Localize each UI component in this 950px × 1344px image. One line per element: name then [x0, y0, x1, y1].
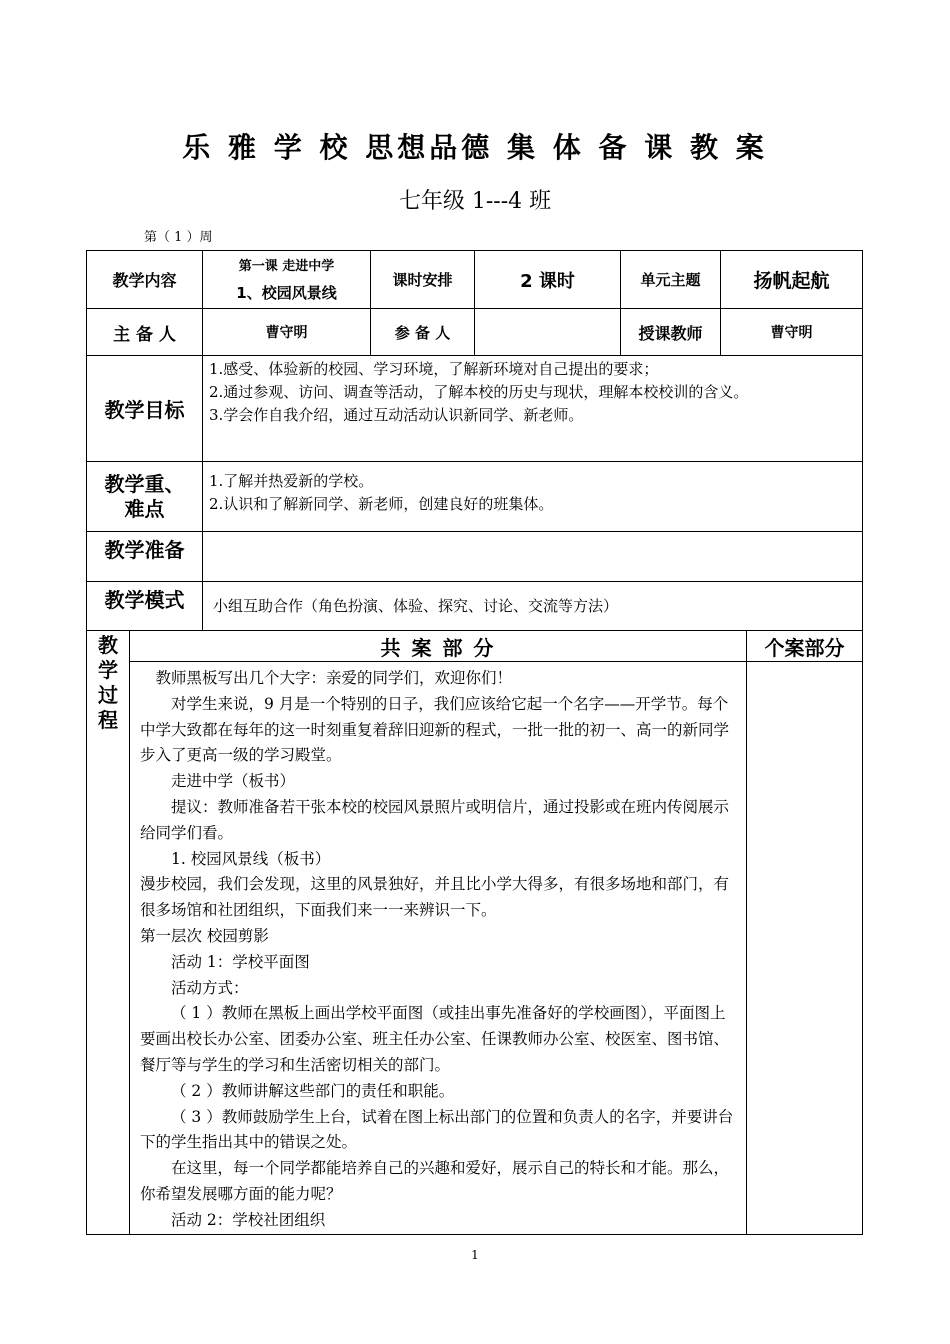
schedule-value: 2 课时: [475, 251, 621, 309]
process-paragraph: 走进中学（板书）: [171, 772, 296, 791]
process-paragraph: （ 1 ）教师在黑板上画出学校平面图（或挂出事先准备好的学校画图），平面图上要画出校长办公室、团委办公室、班主任办公室、任课教师办公室、校医室、图书馆、餐厅等与学生的学习和生活密切相关的部门。: [140, 1004, 730, 1074]
teaching-process-table: [86, 630, 863, 1235]
document-title: 乐 雅 学 校 思想品德 集 体 备 课 教 案: [182, 131, 768, 164]
process-label-char: 学: [98, 658, 118, 682]
individual-plan-header: 个案部分: [747, 631, 863, 662]
goals-content: [203, 356, 863, 462]
week-label: 第（ 1 ）周: [144, 230, 213, 245]
teaching-content-label: 教学内容: [87, 251, 203, 309]
mode-label: 教学模式: [87, 582, 203, 631]
goal-item: 2.通过参观、访问、调查等活动，了解本校的历史与现状，理解本校校训的含义。: [209, 383, 749, 401]
individual-plan-content: [747, 662, 863, 1235]
keypoints-content: [203, 462, 863, 532]
keypoints-label: [87, 462, 203, 532]
schedule-label: 课时安排: [371, 251, 475, 309]
goal-item: 1.感受、体验新的校园、学习环境，了解新环境对自己提出的要求；: [209, 360, 659, 378]
process-paragraph: （ 3 ）教师鼓励学生上台，试着在图上标出部门的位置和负责人的名字，并要讲台下的学生指出其中的错误之处。: [140, 1107, 734, 1152]
grade-subtitle: 七年级 1---4 班: [398, 189, 552, 214]
process-paragraph: 漫步校园，我们会发现，这里的风景独好，并且比小学大得多，有很多场地和部门，有很多场馆和社团组织，下面我们来一一来辨识一下。: [140, 875, 730, 920]
participant-label: 参 备 人: [371, 309, 475, 356]
goal-item: 3.学会作自我介绍，通过互动活动认识新同学、新老师。: [209, 406, 584, 424]
process-paragraph: 活动方式：: [171, 978, 249, 997]
preparer-label: 主 备 人: [87, 309, 203, 356]
process-label-char: 程: [98, 708, 118, 732]
preparer-value: 曹守明: [203, 309, 371, 356]
process-paragraph: 对学生来说，9 月是一个特别的日子，我们应该给它起一个名字——开学节。每个中学大致都在每年的这一时刻重复着辞旧迎新的程式，一批一批的初一、高一的新同学步入了更高一级的学习殿堂。: [140, 694, 730, 765]
process-paragraph: 教师黑板写出几个大字：亲爱的同学们，欢迎你们！: [155, 669, 513, 687]
keypoints-label-line1: 教学重、: [104, 471, 185, 496]
lecturer-value: 曹守明: [721, 309, 863, 356]
process-paragraph: 提议：教师准备若干张本校的校园风景照片或明信片，通过投影或在班内传阅展示给同学们看。: [140, 797, 730, 842]
unit-theme-value: 扬帆起航: [721, 251, 863, 309]
goals-label: 教学目标: [87, 356, 203, 462]
lesson-info-table: [86, 250, 863, 631]
prep-content: [203, 532, 863, 582]
shared-plan-content: [130, 662, 747, 1235]
process-paragraph: （ 2 ）教师讲解这些部门的责任和职能。: [171, 1081, 455, 1100]
process-label-char: 教: [98, 633, 118, 657]
lesson-title-line2: 1、校园风景线: [236, 283, 337, 302]
process-paragraph: 在这里，每一个同学都能培养自己的兴趣和爱好，展示自己的特长和才能。那么，你希望发展哪方面的能力呢？: [140, 1159, 730, 1203]
keypoint-item: 2.认识和了解新同学、新老师，创建良好的班集体。: [209, 495, 554, 513]
process-paragraph: 1. 校园风景线（板书）: [171, 849, 331, 868]
process-label: [87, 631, 130, 1235]
shared-plan-header: 共 案 部 分: [130, 631, 747, 662]
lesson-title-line1: 第一课 走进中学: [238, 258, 335, 274]
process-paragraph: 第一层次 校园剪影: [140, 926, 269, 945]
mode-content: 小组互助合作（角色扮演、体验、探究、讨论、交流等方法）: [203, 582, 863, 631]
participant-value: [475, 309, 621, 356]
unit-theme-label: 单元主题: [621, 251, 721, 309]
keypoint-item: 1.了解并热爱新的学校。: [209, 472, 374, 490]
page-number: 1: [471, 1248, 479, 1262]
lecturer-label: 授课教师: [621, 309, 721, 356]
lesson-title-cell: [203, 251, 371, 309]
keypoints-label-line2: 难点: [124, 496, 165, 521]
process-paragraph: 活动 1：学校平面图: [171, 952, 310, 971]
prep-label: 教学准备: [87, 532, 203, 582]
process-paragraph: 活动 2：学校社团组织: [171, 1210, 326, 1229]
process-label-char: 过: [98, 683, 118, 707]
